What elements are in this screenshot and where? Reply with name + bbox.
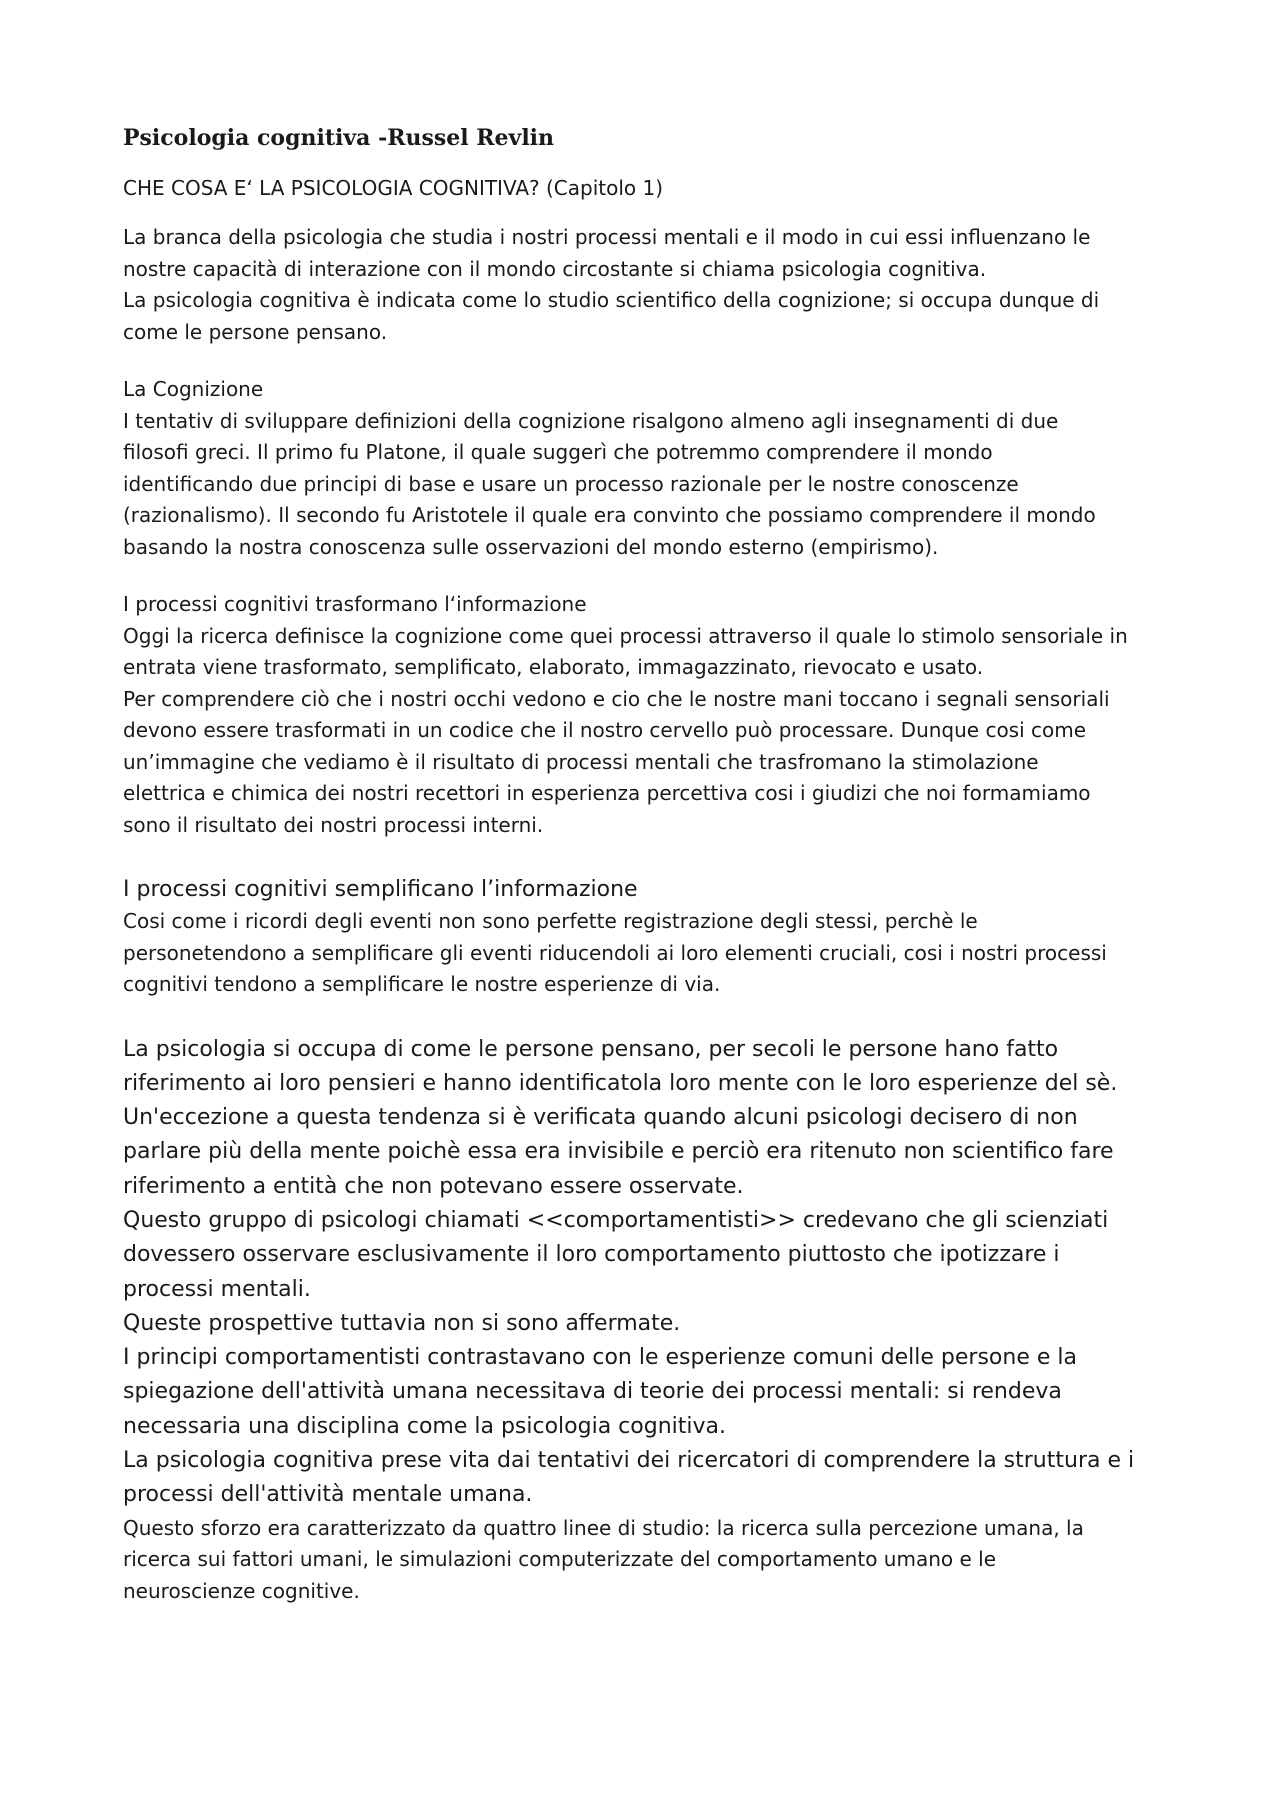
chapter-heading: CHE COSA E‘ LA PSICOLOGIA COGNITIVA? (Capitolo 1) bbox=[123, 176, 664, 200]
closing-small-line: neuroscienze cognitive. bbox=[123, 1578, 360, 1603]
trasformano-line: elettrica e chimica dei nostri recettori in esperienza percettiva cosi i giudizi che noi formamiamo bbox=[123, 781, 1091, 805]
closing-line: riferimento a entità che non potevano essere osservate. bbox=[123, 1173, 744, 1199]
trasformano-line: sono il risultato dei nostri processi interni. bbox=[123, 812, 544, 837]
closing-line: La psicologia si occupa di come le persone pensano, per secoli le persone hano fatto bbox=[123, 1036, 1059, 1062]
closing-small-line: ricerca sui fattori umani, le simulazioni computerizzate del comportamento umano e le bbox=[123, 1547, 996, 1572]
closing-line: dovessero osservare esclusivamente il loro comportamento piuttosto che ipotizzare i bbox=[123, 1242, 1060, 1268]
semplificano-line: Cosi come i ricordi degli eventi non sono perfette registrazione degli stessi, perchè le bbox=[123, 909, 978, 933]
document-body bbox=[123, 122, 1173, 1607]
cognizione-line: (razionalismo). Il secondo fu Aristotele il quale era convinto che possiamo comprendere il mondo bbox=[123, 503, 1096, 527]
trasformano-line: entrata viene trasformato, semplificato, elaborato, immagazzinato, rievocato e usato. bbox=[123, 655, 984, 679]
trasformano-line: un’immagine che vediamo è il risultato di processi mentali che trasfromano la stimolazione bbox=[123, 749, 1039, 774]
closing-line: spiegazione dell'attività umana necessitava di teorie dei processi mentali: si rendeva bbox=[123, 1379, 1062, 1405]
trasformano-paragraph bbox=[123, 621, 1173, 842]
semplificano-line: cognitivi tendono a semplificare le nostre esperienze di via. bbox=[123, 972, 721, 996]
cognizione-line: basando la nostra conoscenza sulle osservazioni del mondo esterno (empirismo). bbox=[123, 534, 939, 559]
closing-small-line: Questo sforzo era caratterizzato da quattro linee di studio: la ricerca sulla percezione umana, la bbox=[123, 1515, 1084, 1540]
closing-line: Un'eccezione a questa tendenza si è verificata quando alcuni psicologi decisero di non bbox=[123, 1105, 1078, 1131]
cognizione-paragraph bbox=[123, 406, 1173, 564]
cognizione-line: I tentativ di sviluppare definizioni della cognizione risalgono almeno agli insegnamenti di due bbox=[123, 408, 1059, 433]
trasformano-line: devono essere trasformati in un codice che il nostro cervello può processare. Dunque cosi come bbox=[123, 718, 1087, 742]
closing-line: parlare più della mente poichè essa era invisibile e perciò era ritenuto non scientifico fare bbox=[123, 1139, 1114, 1165]
closing-line: necessaria una disciplina come la psicologia cognitiva. bbox=[123, 1413, 726, 1439]
semplificano-paragraph bbox=[123, 906, 1173, 1001]
closing-line: Questo gruppo di psicologi chiamati <<comportamentisti>> credevano che gli scienziati bbox=[123, 1207, 1109, 1233]
document-title: Psicologia cognitiva -Russel Revlin bbox=[123, 125, 555, 151]
cognizione-line: identificando due principi di base e usare un processo razionale per le nostre conoscenze bbox=[123, 471, 1019, 496]
cognizione-line: filosofi greci. Il primo fu Platone, il quale suggerì che potremmo comprendere il mondo bbox=[123, 440, 993, 464]
section-heading-semplificano: I processi cognitivi semplificano l’informazione bbox=[123, 877, 638, 902]
closing-line: Queste prospettive tuttavia non si sono affermate. bbox=[123, 1310, 681, 1336]
closing-line: I principi comportamentisti contrastavano con le esperienze comuni delle persone e la bbox=[123, 1345, 1077, 1371]
intro-paragraph bbox=[123, 222, 1173, 348]
trasformano-line: Per comprendere ciò che i nostri occhi vedono e cio che le nostre mani toccano i segnali sensoriali bbox=[123, 686, 1110, 711]
intro-line: La psicologia cognitiva è indicata come lo studio scientifico della cognizione; si occupa dunque di bbox=[123, 288, 1100, 312]
closing-line: La psicologia cognitiva prese vita dai tentativi dei ricercatori di comprendere la struttura e i bbox=[123, 1448, 1135, 1474]
closing-line: riferimento ai loro pensieri e hanno identificatola loro mente con le loro esperienze del sè. bbox=[123, 1070, 1118, 1096]
intro-line: La branca della psicologia che studia i nostri processi mentali e il modo in cui essi influenzano le bbox=[123, 225, 1091, 249]
closing-paragraph-small bbox=[123, 1513, 1173, 1608]
section-heading-cognizione: La Cognizione bbox=[123, 377, 264, 401]
closing-line: processi mentali. bbox=[123, 1276, 311, 1302]
intro-line: come le persone pensano. bbox=[123, 319, 388, 344]
semplificano-line: personetendono a semplificare gli eventi riducendoli ai loro elementi cruciali, cosi i nostri processi bbox=[123, 940, 1107, 965]
intro-line: nostre capacità di interazione con il mondo circostante si chiama psicologia cognitiva. bbox=[123, 256, 987, 281]
closing-paragraph bbox=[123, 1033, 1173, 1513]
trasformano-line: Oggi la ricerca definisce la cognizione come quei processi attraverso il quale lo stimolo sensoriale in bbox=[123, 623, 1128, 648]
closing-line: processi dell'attività mentale umana. bbox=[123, 1482, 533, 1508]
section-heading-trasformano: I processi cognitivi trasformano l‘informazione bbox=[123, 592, 587, 616]
